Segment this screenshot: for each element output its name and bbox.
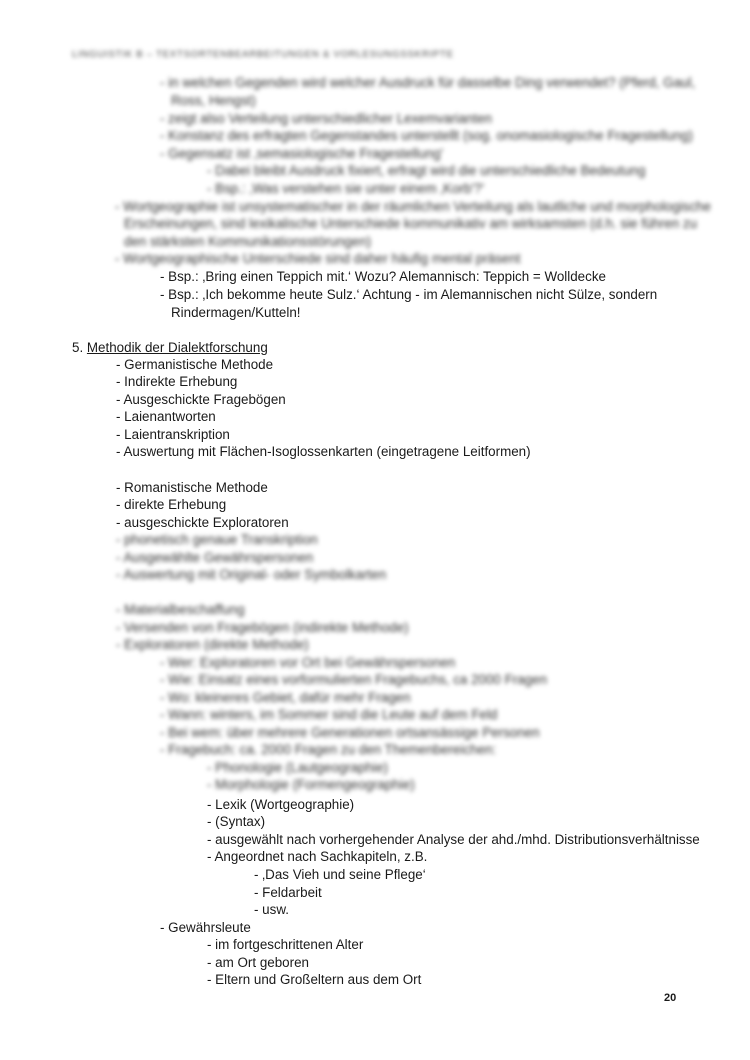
blurred-line: - Gegensatz ist ‚semasiologische Fragestellung' — [160, 146, 444, 161]
blurred-line: - Wortgeographische Unterschiede sind daher häufig mental präsent — [115, 251, 521, 266]
list-item: - Germanistische Methode — [116, 357, 274, 372]
list-item: - direkte Erhebung — [116, 497, 227, 512]
blurred-line: - zeigt also Verteilung unterschiedlicher Lexemvarianten — [160, 111, 492, 126]
blurred-line: - Auswertung mit Original- oder Symbolkarten — [116, 567, 387, 582]
blurred-line: - in welchen Gegenden wird welcher Ausdruck für dasselbe Ding verwendet? (Pferd, Gaul, — [160, 75, 696, 90]
list-item: - im fortgeschrittenen Alter — [207, 937, 364, 952]
blurred-line: - Versenden von Fragebögen (indirekte Methode) — [116, 620, 409, 635]
page-number: 20 — [664, 992, 677, 1004]
blurred-line: Erscheinungen, sind lexikalische Unterschiede kommunikativ am wirksamsten (d.h. sie führen zu — [124, 216, 698, 231]
page-header: LINGUISTIK B – TEXTSORTENBEARBEITUNGEN & VORLESUNGSSKRIPTE — [72, 49, 454, 60]
blurred-line: - Materialbeschaffung — [116, 602, 245, 617]
blurred-line: - Bsp.: ‚Was verstehen sie unter einem ‚Korb'?' — [207, 181, 485, 196]
list-item: - Laientranskription — [116, 427, 230, 442]
example-teppich: - Bsp.: ‚Bring einen Teppich mit.‘ Wozu? Alemannisch: Teppich = Wolldecke — [160, 269, 606, 284]
section-title: Methodik der Dialektforschung — [86, 340, 268, 355]
blurred-line: - Phonologie (Lautgeographie) — [207, 760, 388, 775]
blurred-line: - Morphologie (Formengeographie) — [207, 777, 415, 792]
list-item: - ausgewählt nach vorhergehender Analyse der ahd./mhd. Distributionsverhältnisse — [207, 832, 700, 847]
blurred-line: - Wie: Einsatz eines vorformulierten Fragebuchs, ca 2000 Fragen — [160, 672, 548, 687]
list-item: - Indirekte Erhebung — [116, 374, 238, 389]
list-item: - Lexik (Wortgeographie) — [207, 797, 355, 812]
blurred-line: - Wann: winters, im Sommer sind die Leute auf dem Feld — [160, 707, 498, 722]
list-item: - Angeordnet nach Sachkapiteln, z.B. — [207, 849, 428, 864]
list-item: - Ausgeschickte Fragebögen — [116, 392, 286, 407]
list-item: - (Syntax) — [207, 814, 266, 829]
list-item: - ‚Das Vieh und seine Pflege‘ — [254, 867, 426, 882]
list-item: - usw. — [254, 902, 289, 917]
blurred-line: - Dabei bleibt Ausdruck fixiert, erfragt wird die unterschiedliche Bedeutung — [207, 163, 646, 178]
list-item: - Auswertung mit Flächen-Isoglossenkarten (eingetragene Leitformen) — [116, 444, 531, 459]
section-heading — [72, 339, 268, 356]
example-sulz: - Bsp.: ‚Ich bekomme heute Sulz.‘ Achtung - im Alemannischen nicht Sülze, sondern — [160, 287, 658, 302]
blurred-line: - phonetisch genaue Transkription — [116, 532, 318, 547]
section-number: 5. — [72, 340, 84, 355]
blurred-line: - Wer: Exploratoren vor Ort bei Gewährspersonen — [160, 655, 456, 670]
list-item: - Gewährsleute — [160, 920, 251, 935]
blurred-line: - Konstanz des erfragten Gegenstandes unterstellt (sog. onomasiologische Fragestellung) — [160, 128, 693, 143]
blurred-line: - Fragebuch: ca. 2000 Fragen zu den Themenbereichen: — [160, 742, 497, 757]
blurred-line: Ross, Hengst) — [171, 93, 256, 108]
list-item: - Romanistische Methode — [116, 480, 268, 495]
blurred-line: - Wortgeographie ist unsystematischer in der räumlichen Verteilung als lautliche und morphologische — [115, 199, 711, 214]
blurred-line: - Ausgewählte Gewährspersonen — [116, 550, 314, 565]
list-item: - am Ort geboren — [207, 955, 309, 970]
list-item: - Feldarbeit — [254, 885, 322, 900]
blurred-line: - Wo: kleineres Gebiet, dafür mehr Fragen — [160, 690, 411, 705]
example-sulz-cont: Rindermagen/Kutteln! — [171, 305, 301, 320]
blurred-line: - Exploratoren (direkte Methode) — [116, 637, 309, 652]
blurred-line: - Bei wem: über mehrere Generationen ortsansässige Personen — [160, 725, 540, 740]
list-item: - ausgeschickte Exploratoren — [116, 515, 289, 530]
list-item: - Eltern und Großeltern aus dem Ort — [207, 972, 422, 987]
list-item: - Laienantworten — [116, 409, 216, 424]
blurred-line: den stärksten Kommunikationsstörungen) — [124, 234, 372, 249]
